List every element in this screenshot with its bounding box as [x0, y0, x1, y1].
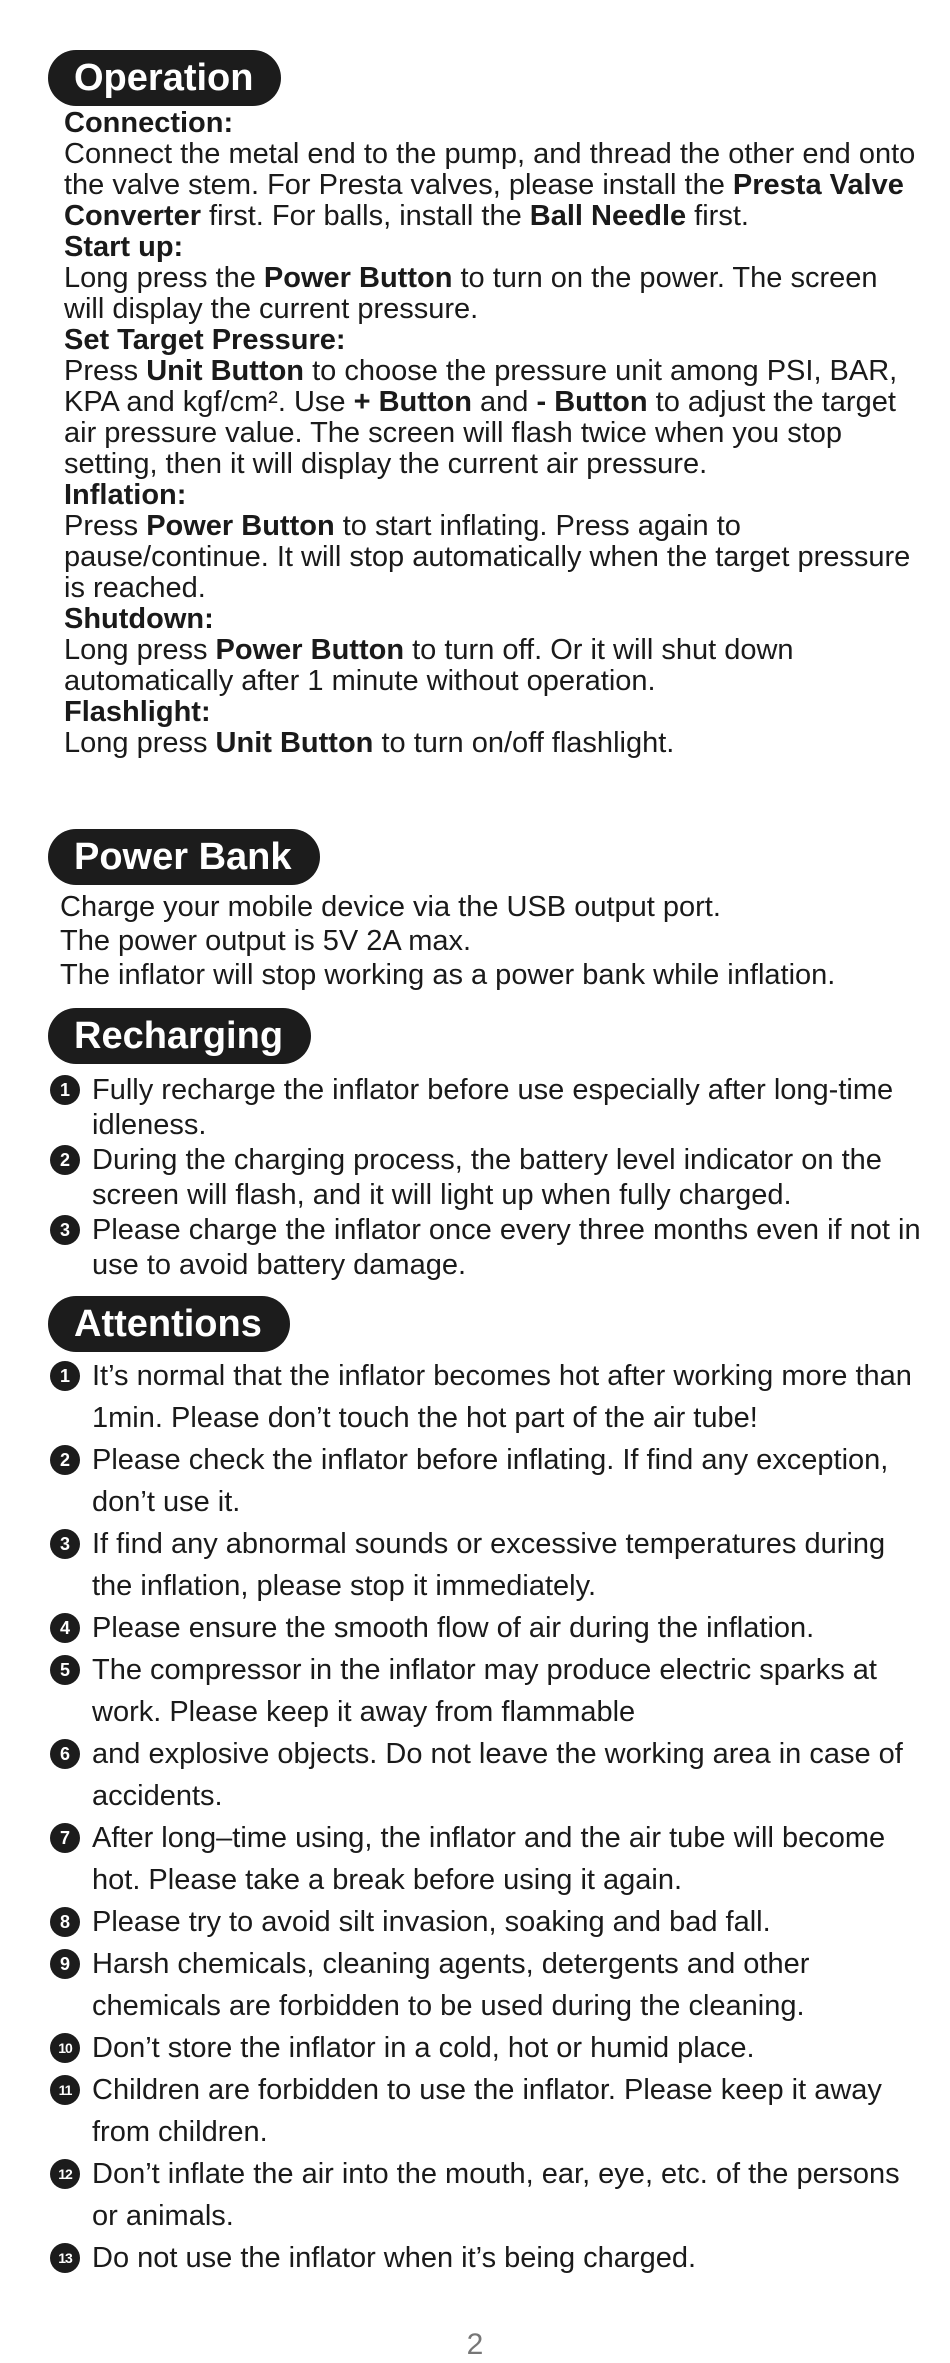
power-bank-heading: Power Bank — [48, 829, 320, 885]
operation-heading: Operation — [48, 50, 281, 106]
number-badge: 2 — [50, 1145, 80, 1175]
list-item: 7 After long–time using, the inflator and the air tube will become hot. Please take a break before using it again. — [48, 1817, 922, 1901]
shutdown-text: Long press Power Button to turn off. Or it will shut down automatically after 1 minute without operation. — [64, 634, 794, 697]
list-item: 2 Please check the inflator before inflating. If find any exception, don’t use it. — [48, 1439, 922, 1523]
connection-heading: Connection: — [64, 107, 234, 139]
number-badge: 13 — [50, 2243, 80, 2273]
power-bank-line: The power output is 5V 2A max. — [60, 925, 472, 957]
number-badge: 11 — [50, 2075, 80, 2105]
target-pressure-heading: Set Target Pressure: — [64, 324, 346, 356]
flashlight-heading: Flashlight: — [64, 696, 211, 728]
list-item: 5 The compressor in the inflator may produce electric sparks at work. Please keep it away from flammable — [48, 1649, 922, 1733]
number-badge: 9 — [50, 1949, 80, 1979]
power-bank-line: Charge your mobile device via the USB output port. — [60, 891, 721, 923]
attentions-list — [48, 1355, 922, 2279]
list-item: 12 Don’t inflate the air into the mouth, ear, eye, etc. of the persons or animals. — [48, 2153, 922, 2237]
recharging-heading: Recharging — [48, 1008, 311, 1064]
power-bank-body — [60, 890, 835, 992]
recharging-list — [48, 1073, 922, 1283]
list-item: 4 Please ensure the smooth flow of air during the inflation. — [48, 1607, 922, 1649]
number-badge: 10 — [50, 2033, 80, 2063]
list-item: 8 Please try to avoid silt invasion, soaking and bad fall. — [48, 1901, 922, 1943]
list-item: 3 Please charge the inflator once every three months even if not in use to avoid battery damage. — [48, 1213, 922, 1283]
inflation-text: Press Power Button to start inflating. Press again to pause/continue. It will stop automatically when the target pressure is reached. — [64, 510, 911, 604]
number-badge: 3 — [50, 1215, 80, 1245]
number-badge: 1 — [50, 1075, 80, 1105]
number-badge: 5 — [50, 1655, 80, 1685]
number-badge: 12 — [50, 2159, 80, 2189]
list-item: 1 Fully recharge the inflator before use especially after long-time idleness. — [48, 1073, 922, 1143]
target-pressure-text: Press Unit Button to choose the pressure unit among PSI, BAR, KPA and kgf/cm². Use + Button and - Button to adjust the target air pressure value. The screen will flash twice when you stop setting, then it will display the current air pressure. — [64, 355, 898, 480]
shutdown-heading: Shutdown: — [64, 603, 214, 635]
power-bank-line: The inflator will stop working as a power bank while inflation. — [60, 959, 836, 991]
list-item: 10 Don’t store the inflator in a cold, hot or humid place. — [48, 2027, 922, 2069]
list-item: 2 During the charging process, the battery level indicator on the screen will flash, and it will light up when fully charged. — [48, 1143, 922, 1213]
list-item: 11 Children are forbidden to use the inflator. Please keep it away from children. — [48, 2069, 922, 2153]
list-item: 9 Harsh chemicals, cleaning agents, detergents and other chemicals are forbidden to be used during the cleaning. — [48, 1943, 922, 2027]
list-item: 1 It’s normal that the inflator becomes hot after working more than 1min. Please don’t touch the hot part of the air tube! — [48, 1355, 922, 1439]
operation-body — [64, 108, 920, 759]
number-badge: 3 — [50, 1529, 80, 1559]
number-badge: 4 — [50, 1613, 80, 1643]
number-badge: 1 — [50, 1361, 80, 1391]
flashlight-text: Long press Unit Button to turn on/off flashlight. — [64, 727, 675, 759]
startup-text: Long press the Power Button to turn on the power. The screen will display the current pressure. — [64, 262, 878, 325]
attentions-heading: Attentions — [48, 1296, 290, 1352]
page-number: 2 — [466, 2328, 484, 2361]
number-badge: 6 — [50, 1739, 80, 1769]
number-badge: 2 — [50, 1445, 80, 1475]
number-badge: 8 — [50, 1907, 80, 1937]
startup-heading: Start up: — [64, 231, 184, 263]
list-item: 3 If find any abnormal sounds or excessive temperatures during the inflation, please stop it immediately. — [48, 1523, 922, 1607]
connection-text: Connect the metal end to the pump, and thread the other end onto the valve stem. For Presta valves, please install the Presta Valve Converter first. For balls, install the Ball Needle first. — [64, 138, 916, 232]
list-item: 13 Do not use the inflator when it’s being charged. — [48, 2237, 922, 2279]
number-badge: 7 — [50, 1823, 80, 1853]
inflation-heading: Inflation: — [64, 479, 187, 511]
list-item: 6 and explosive objects. Do not leave the working area in case of accidents. — [48, 1733, 922, 1817]
